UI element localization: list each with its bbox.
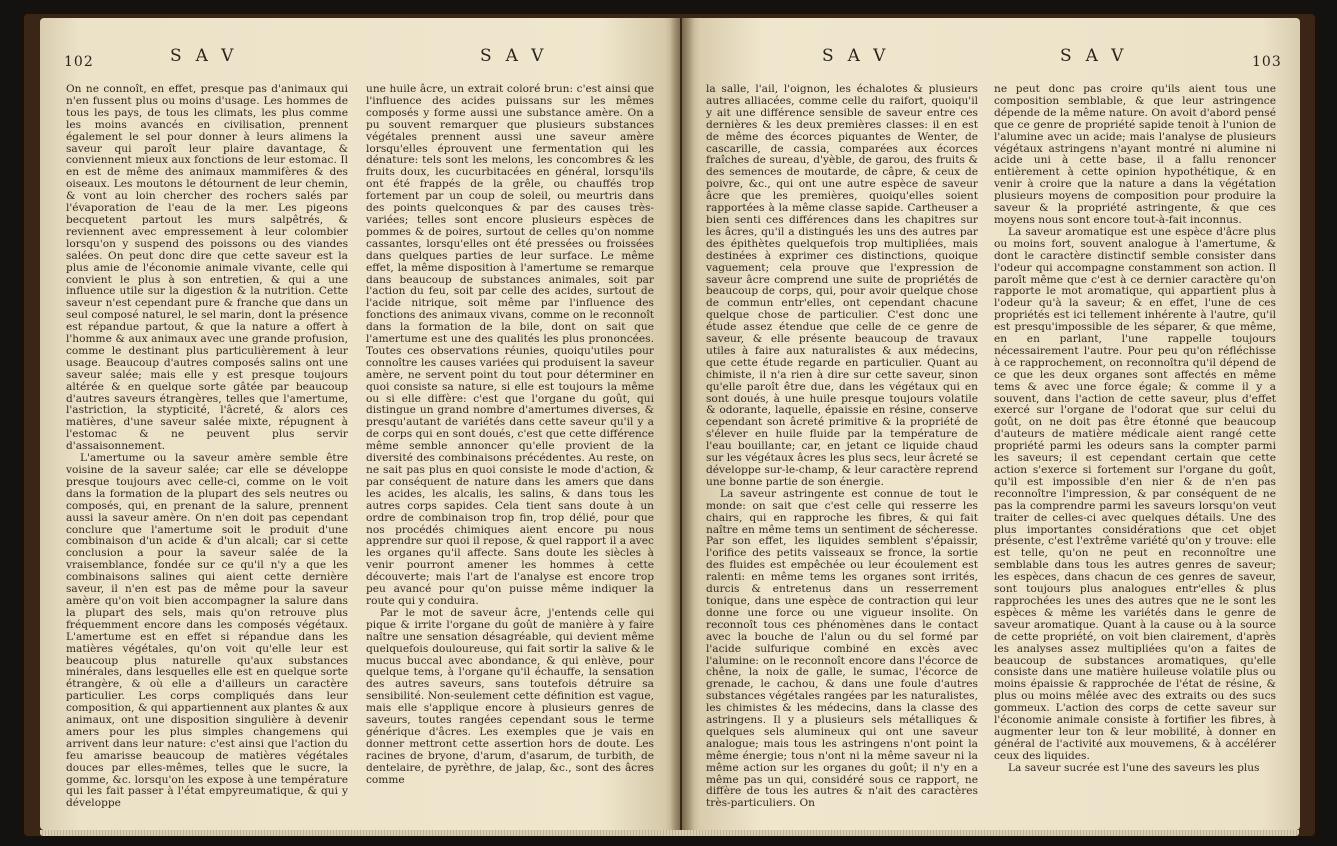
left-column-1 (66, 84, 348, 810)
running-head-right-1: SAV (822, 46, 900, 66)
paragraph: L'amertume ou la saveur amère semble être voisine de la saveur salée; car elle se développe presque toujours avec celle-ci, comme on le voit dans la formation de la plupart des sels neutres ou composés, qui, en prenant de la salure, prennent aussi la saveur amère. On n'en doit pas cependant conclure que l'amertume soit le produit d'une combinaison d'un acide & d'un alcali; car si cette conclusion a pour la saveur salée de la vraisemblance, fondée sur ce qu'il n'y a que les combinaisons salines qui aient cette dernière saveur, il n'en est pas de même pour la saveur amère qu'on voit bien accompagner la salure dans la plupart des sels, mais qu'on retrouve plus fréquemment encore dans les composés végétaux. L'amertume est en effet si répandue dans les matières végétales, qu'on voit qu'elle leur est beaucoup plus naturelle qu'aux substances minérales, dans lesquelles elle est en quelque sorte étrangère, & où elle a d'ailleurs un caractère particulier. Les corps compliqués dans leur composition, & qui appartiennent aux plantes & aux animaux, ont une disposition singulière à devenir amers pour les plus simples changemens qui arrivent dans leur nature: c'est ainsi que l'action du feu amarisse beaucoup de matières végétales douces par elles-mêmes, telles que le sucre, la gomme, &c. lorsqu'on les expose à une température qui les fait passer à l'état empyreumatique, & qui y développe (66, 452, 348, 810)
paragraph: Par le mot de saveur âcre, j'entends celle qui pique & irrite l'organe du goût de manière à y faire naître une sensation désagréable, qui devient même quelquefois douloureuse, qui fait sortir la salive & le mucus buccal avec abondance, & qui enlève, pour quelque tems, à l'organe qu'il échauffe, la sensation des autres saveurs, sans toutefois détruire sa sensibilité. Non-seulement cette définition est vague, mais elle s'applique encore à plusieurs genres de saveurs, toutes rangées cependant sous le terme générique d'âcres. Les exemples que je vais en donner mettront cette assertion hors de doute. Les racines de bryone, d'arum, d'asarum, de turbith, de dentelaire, de pyrèthre, de jalap, &c., sont des âcres comme (366, 606, 654, 786)
page-edges (40, 830, 1299, 836)
paragraph: On ne connoît, en effet, presque pas d'animaux qui n'en fussent plus ou moins d'usage. Les hommes de tous les pays, de tous les climats, les plus comme les moins avancés en civilisation, prennent également le sel pour donner à leurs alimens la saveur qui paroît leur plaire davantage, & conviennent mieux aux fonctions de leur estomac. Il en est de même des animaux mammifères & des oiseaux. Les moutons le détournent de leur chemin, & vont au loin chercher des rochers salés par l'évaporation de l'eau de la mer. Les pigeons becquetent partout les murs salpêtrés, & reviennent avec empressement à leur colombier lorsqu'on y suspend des poissons ou des viandes salées. On peut donc dire que cette saveur est la plus amie de l'économie animale vivante, celle qui convient le plus à son entretien, & qui a une influence utile sur la digestion & la nutrition. Cette saveur n'est cependant pure & franche que dans un seul composé naturel, le sel marin, dont la présence est répandue partout, & que la nature a offert à l'homme & aux animaux avec une grande profusion, comme le destinant plus particulièrement à leur usage. Beaucoup d'autres composés salins ont une saveur salée; mais elle y est presque toujours altérée & en quelque sorte gâtée par beaucoup d'autres saveurs étrangères, telles que l'amertume, l'astriction, la stypticité, l'âcreté, & alors ces matières, d'une saveur salée mixte, répugnent à l'estomac & ne peuvent plus servir d'assaisonnement. (66, 83, 348, 453)
running-head-right-2: SAV (1060, 46, 1138, 66)
right-page (682, 18, 1300, 830)
page-number-right: 103 (1252, 54, 1282, 70)
right-column-2 (994, 84, 1276, 775)
page-number-left: 102 (64, 54, 94, 70)
left-column-2 (366, 84, 654, 786)
paragraph: La saveur astringente est connue de tout le monde: on sait que c'est celle qui resserre les chairs, qui en rapproche les fibres, & qui fait naître en même tems un sentiment de sécheresse. Par son effet, les liquides semblent s'épaissir, l'orifice des petits vaisseaux se fronce, la sortie des fluides est empêchée ou leur écoulement est ralenti: en même tems les organes sont irrités, durcis & entretenus dans un resserrement tonique, dans une espèce de contraction qui leur donne une force ou une vigueur insolite. On reconnoît tous ces phénomènes dans le contact avec la bouche de l'alun ou du sel formé par l'acide sulfurique combiné en excès avec l'alumine: on le reconnoît encore dans l'écorce de chêne, la noix de galle, le sumac, l'écorce de grenade, le cachou, & dans une foule d'autres substances végétales rangées par les naturalistes, les chimistes & les médecins, dans la classe des astringens. Il y a plusieurs sels métalliques & quelques sels alumineux qui ont une saveur analogue; mais tous les astringens n'ont point la même énergie; tous n'ont ni la même saveur ni la même action sur les organes du goût; il n'y en a même pas un qui, considéré sous ce rapport, ne diffère de tous les autres & n'ait des caractères très-particuliers. On (706, 487, 978, 810)
left-page (40, 18, 680, 830)
paragraph: La saveur sucrée est l'une des saveurs les plus (1008, 761, 1260, 774)
running-head-left-2: SAV (480, 46, 558, 66)
right-column-1 (706, 84, 978, 810)
paragraph: la salle, l'ail, l'oignon, les échalotes & plusieurs autres alliacées, comme celle du raifort, quoiqu'il y ait une différence sensible de saveur entre ces dernières & les deux premières classes: il en est de même des écorces piquantes de Wenter, de cascarille, de cassia, comparées aux écorces fraîches de sureau, d'yèble, de garou, des fruits & des semences de moutarde, de câpre, & ceux de poivre, &c., qui ont une autre espèce de saveur âcre que les premières, quoiqu'elles soient rapportées à la même classe sapide. Cartheuser a bien senti ces différences dans les chapitres sur les âcres, qu'il a distingués les uns des autres par des épithètes quelquefois trop multipliées, mais destinées à exprimer ces distinctions, quoique vaguement; cela prouve que l'expression de saveur âcre comprend une suite de propriétés de beaucoup de corps, qui, pour avoir quelque chose de commun entr'elles, ont cependant chacune quelque chose de particulier. C'est donc une étude assez étendue que celle de ce genre de saveur, & elle présente beaucoup de travaux utiles à faire aux naturalistes & aux médecins, que cette étude regarde en particulier. Quant au chimiste, il n'a rien à dire sur cette saveur, sinon qu'elle paroît être due, dans les végétaux qui en sont doués, à une huile presque toujours volatile & odorante, laquelle, épaissie en résine, conserve cependant son âcreté primitive & la propriété de s'élever en huile fluide par la température de l'eau bouillante; car, en jetant ce liquide chaud sur les végétaux âcres les plus secs, leur âcreté se développe sur-le-champ, & leur caractère reprend une bonne partie de son énergie. (706, 83, 978, 488)
paragraph: une huile âcre, un extrait coloré brun: c'est ainsi que l'influence des acides puissans sur les mêmes composés y forme aussi une substance amère. On a pu souvent remarquer que plusieurs substances végétales prennent aussi une saveur amère lorsqu'elles éprouvent une fermentation qui les dénature: tels sont les melons, les concombres & les fruits doux, les cucurbitacées en général, lorsqu'ils ont été frappés de la grêle, ou chauffés trop fortement par un coup de soleil, ou meurtris dans des points quelconques & par des causes très-variées; telles sont encore plusieurs espèces de pommes & de poires, surtout de celles qu'on nomme cassantes, lorsqu'elles ont été pressées ou froissées dans quelques parties de leur surface. Le même effet, la même disposition à l'amertume se remarque dans beaucoup de substances animales, soit par l'action du feu, soit par celle des acides, surtout de l'acide nitrique, soit même par l'influence des fonctions des animaux vivans, comme on le reconnoît dans la formation de la bile, dont on sait que l'amertume est une des qualités les plus prononcées. Toutes ces observations réunies, quoiqu'utiles pour connoître les causes variées qui produisent la saveur amère, ne servent point du tout pour déterminer en quoi consiste sa nature, si elle est toujours la même ou si elle diffère: c'est que l'organe du goût, qui distingue un grand nombre d'amertumes diverses, & presqu'autant de variétés dans cette saveur qu'il y a de corps qui en sont doués, c'est que cette différence même semble annoncer qu'elle provient de la diversité des combinaisons précédentes. Au reste, on ne sait pas plus en quoi consiste le mode d'action, & par conséquent de nature dans les amers que dans les acides, les alcalis, les salins, & dans tous les autres corps sapides. Cela tient sans doute à un ordre de combinaison trop fin, trop délié, pour que nos procédés chimiques aient encore pu nous apprendre sur quoi il repose, & quel rapport il a avec les organes qu'il affecte. Sans doute les siècles à venir pourront amener les hommes à cette découverte; mais l'art de l'analyse est encore trop peu avancé pour qu'on puisse même indiquer la route qui y conduira. (366, 83, 654, 607)
running-head-left-1: SAV (170, 46, 248, 66)
paragraph: ne peut donc pas croire qu'ils aient tous une composition semblable, & que leur astringence dépende de la même nature. On avoit d'abord pensé que ce genre de propriété sapide tenoit à l'union de l'alumine avec un acide; mais l'analyse de plusieurs végétaux astringens n'ayant montré ni alumine ni acide uni à cette base, il a fallu renoncer entièrement à cette opinion hypothétique, & en venir à croire que la nature a dans la végétation plusieurs moyens de composition pour produire la saveur & la propriété astringente, & que ces moyens nous sont encore tout-à-fait inconnus. (994, 83, 1276, 226)
book-spread (22, 12, 1317, 838)
paragraph: La saveur aromatique est une espèce d'âcre plus ou moins fort, souvent analogue à l'amertume, & dont le caractère distinctif semble consister dans l'odeur qui accompagne constamment son action. Il paroît même que c'est à ce dernier caractère qu'on rapporte le mot aromatique, qui appartient plus à l'odeur qu'à la saveur; & en effet, l'une de ces propriétés est ici tellement inhérente à l'autre, qu'il est presqu'impossible de les séparer, & que même, en en parlant, l'une rappelle toujours nécessairement l'autre. Pour peu qu'on réfléchisse à ce rapprochement, on reconnoîtra qu'il dépend de ce que les deux organes sont affectés en même tems & avec une force égale; & comme il y a souvent, dans l'action de cette saveur, plus d'effet exercé sur l'organe de l'odorat que sur celui du goût, on ne doit pas être étonné que beaucoup d'auteurs de matière médicale aient rangé cette propriété parmi les odeurs sans la compter parmi les saveurs; il est cependant certain que cette action s'exerce si fortement sur l'organe du goût, qu'il est impossible d'en nier & de n'en pas reconnoître l'impression, & par conséquent de ne pas la comprendre parmi les saveurs lorsqu'on veut traiter de celles-ci avec quelques détails. Une des plus importantes considérations que cet objet présente, c'est l'extrême variété qu'on y trouve: elle est telle, qu'on ne peut en reconnoître une semblable dans tous les autres genres de saveur; les espèces, dans chacun de ces genres de saveur, sont toujours plus analogues entr'elles & plus rapprochées les unes des autres que ne le sont les espèces & même les variétés dans le genre de saveur aromatique. Quant à la cause ou à la source de cette propriété, on voit bien clairement, d'après les analyses assez multipliées qu'on a faites de beaucoup de substances aromatiques, qu'elle consiste dans une matière huileuse volatile plus ou moins épaissie & rapprochée de l'état de résine, & plus ou moins mêlée avec des extraits ou des sucs gommeux. L'action des corps de cette saveur sur l'économie animale consiste à fortifier les fibres, à augmenter leur ton & leur mobilité, à donner en général de l'activité aux mouvemens, & à accélérer ceux des liquides. (994, 225, 1276, 762)
